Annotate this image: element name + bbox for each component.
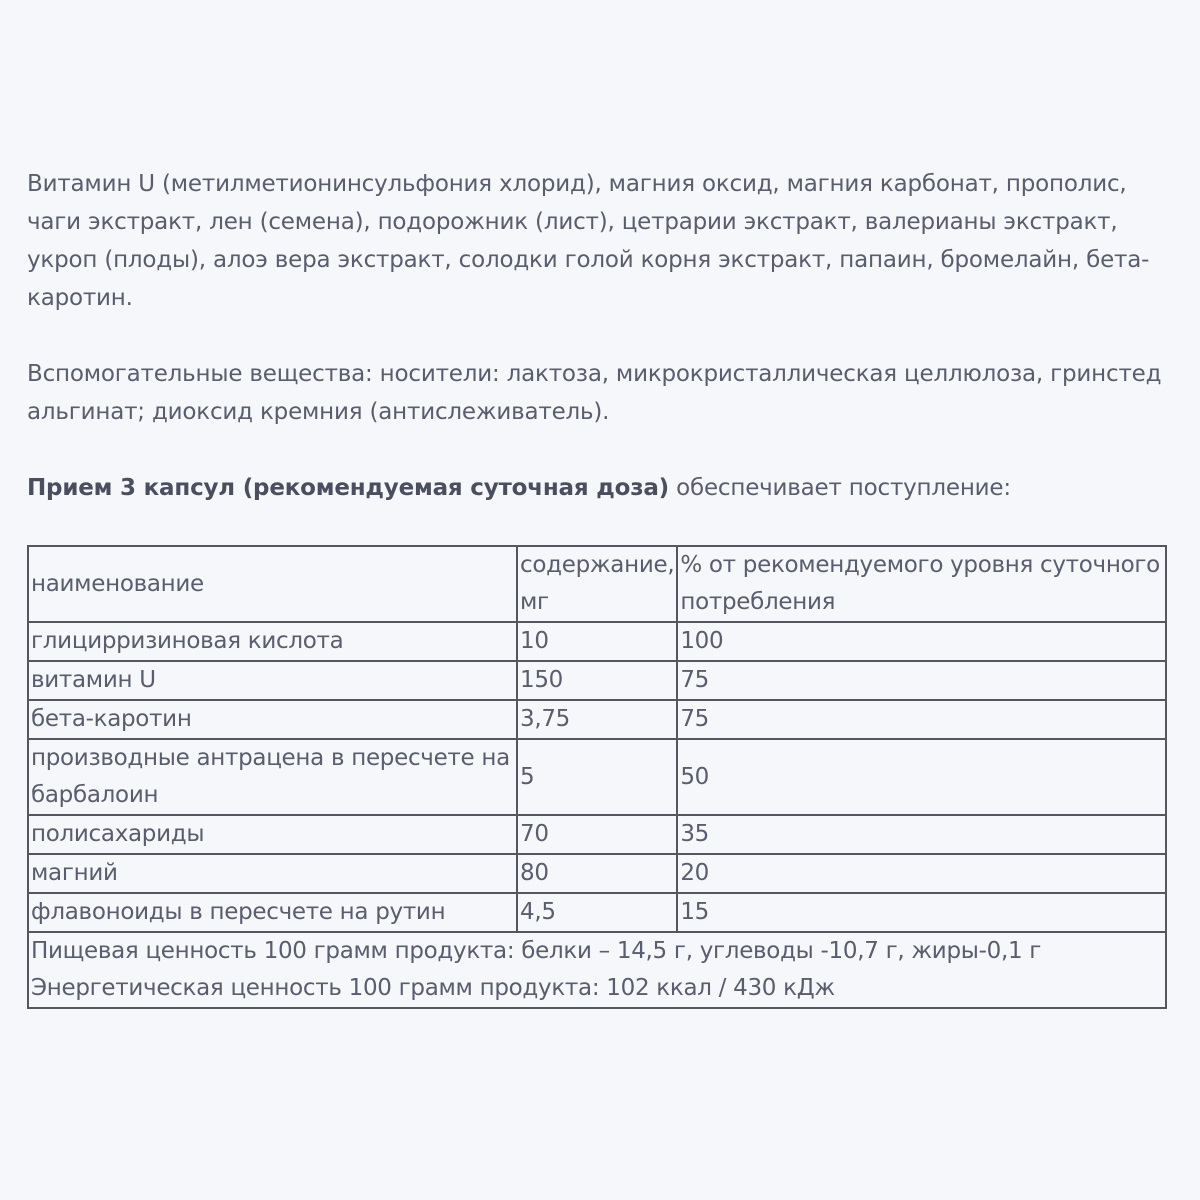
excipients-paragraph: Вспомогательные вещества: носители: лактоза, микрокристаллическая целлюлоза, гринстед альгинат; диоксид кремния (антислеживатель).: [27, 361, 1162, 425]
table-row: [28, 893, 1166, 932]
row-name: магний: [28, 854, 517, 893]
row-percent: 75: [677, 661, 1166, 700]
header-name: наименование: [28, 546, 517, 622]
row-amount: 150: [517, 661, 677, 700]
table-row: [28, 739, 1166, 815]
row-amount: 10: [517, 622, 677, 661]
row-percent: 100: [677, 622, 1166, 661]
table-row: [28, 854, 1166, 893]
row-amount: 3,75: [517, 700, 677, 739]
row-name: производные антрацена в пересчете на барбалоин: [28, 739, 517, 815]
row-name: бета-каротин: [28, 700, 517, 739]
row-name: витамин U: [28, 661, 517, 700]
row-percent: 35: [677, 815, 1166, 854]
nutrition-value-text: Пищевая ценность 100 грамм продукта: белки – 14,5 г, углеводы -10,7 г, жиры-0,1 г: [31, 938, 1042, 964]
row-percent: 15: [677, 893, 1166, 932]
row-amount: 4,5: [517, 893, 677, 932]
dose-paragraph: [27, 469, 1177, 507]
row-name: полисахариды: [28, 815, 517, 854]
nutrition-table: [27, 545, 1167, 1009]
dose-rest-text: обеспечивает поступление:: [669, 475, 1011, 501]
row-name: флавоноиды в пересчете на рутин: [28, 893, 517, 932]
energy-value-text: Энергетическая ценность 100 грамм продукта: 102 ккал / 430 кДж: [31, 975, 835, 1001]
table-header-row: [28, 546, 1166, 622]
table-row: [28, 815, 1166, 854]
table-row: [28, 700, 1166, 739]
table-footer-row: [28, 932, 1166, 1008]
ingredients-paragraph: Витамин U (метилметионинсульфония хлорид), магния оксид, магния карбонат, прополис, чаги экстракт, лен (семена), подорожник (лист), цетрарии экстракт, валерианы экстракт, укроп (плоды), алоэ вера экстракт, солодки голой корня экстракт, папаин, бромелайн, бета-каротин.: [27, 171, 1150, 311]
row-percent: 75: [677, 700, 1166, 739]
header-amount: содержание, мг: [517, 546, 677, 622]
row-amount: 70: [517, 815, 677, 854]
row-percent: 20: [677, 854, 1166, 893]
table-footer-cell: [28, 932, 1166, 1008]
table-row: [28, 661, 1166, 700]
header-percent: % от рекомендуемого уровня суточного потребления: [677, 546, 1166, 622]
row-amount: 5: [517, 739, 677, 815]
row-percent: 50: [677, 739, 1166, 815]
dose-bold-text: Прием 3 капсул (рекомендуемая суточная доза): [27, 475, 669, 501]
product-composition: [27, 165, 1177, 1009]
table-row: [28, 622, 1166, 661]
row-name: глицирризиновая кислота: [28, 622, 517, 661]
row-amount: 80: [517, 854, 677, 893]
